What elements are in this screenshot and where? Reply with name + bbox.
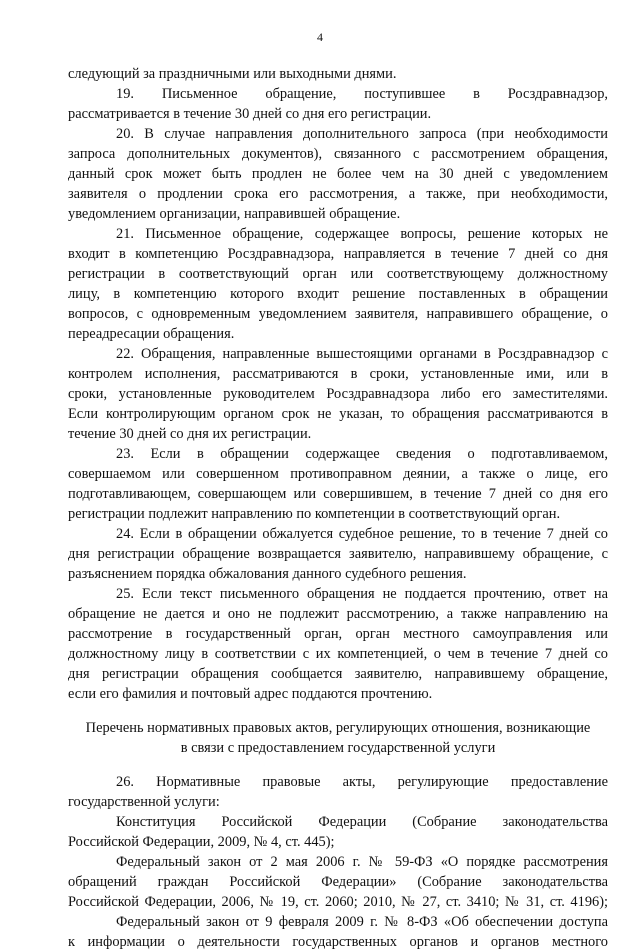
text-line: совершаемом или совершенном противоправном деянии, а также о лице, его [68,466,608,482]
text-line: Российской Федерации, 2009, № 4, ст. 445); [68,834,335,850]
text-line: разъяснением порядка обжалования данного судебного решения. [68,566,467,582]
document-body [68,64,608,952]
paragraph-26 [68,772,608,812]
text-line: 23. Если в обращении содержащее сведения о подготавливаемом, [116,446,608,462]
text-line: Российской Федерации, 2006, № 19, ст. 2060; 2010, № 27, ст. 3410; № 31, ст. 4196); [68,894,608,910]
text-line: 20. В случае направления дополнительного запроса (при необходимости [116,126,608,142]
text-line: дня регистрации обращения сообщается заявителю, направившему обращение, [68,666,608,682]
act-law-8fz [68,912,608,952]
text-line: регистрации в соответствующий орган или соответствующему должностному [68,266,608,282]
text-line: обращение не дается и оно не подлежит рассмотрению, а также направлению на [68,606,608,622]
text-line: 25. Если текст письменного обращения не поддается прочтению, ответ на [116,586,608,602]
text-line: 26. Нормативные правовые акты, регулирующие предоставление [116,774,608,790]
text-line: уведомлением организации, направившей обращение. [68,206,401,222]
text-line: переадресации обращения. [68,326,235,342]
paragraph-25 [68,584,608,704]
paragraph-18-tail [68,64,608,84]
text-line: вопросов, с одновременным уведомлением заявителя, направившего обращение, о [68,306,608,322]
text-line: рассмотрение в государственный орган, орган местного самоуправления или [68,626,608,642]
spacer [68,758,608,772]
text-line: 24. Если в обращении обжалуется судебное решение, то в течение 7 дней со [116,526,608,542]
paragraph-22 [68,344,608,444]
text-line: заявителя о продлении срока его рассмотрения, а также, при необходимости, [68,186,608,202]
paragraph-19 [68,84,608,124]
text-line: если его фамилия и почтовый адрес поддаются прочтению. [68,686,433,702]
text-line: Конституция Российской Федерации (Собрание законодательства [116,814,608,830]
text-line: входит в компетенцию Росздравнадзора, направляется в течение 7 дней со дня [68,246,608,262]
text-line: должностному лицу в соответствии с их компетенцией, о чем в течение 7 дней со [68,646,608,662]
text-line: сроки, установленные руководителем Росздравнадзора либо его заместителями. [68,386,608,402]
text-line: запроса дополнительных документов), связанного с рассмотрением обращения, [68,146,608,162]
heading-line: Перечень нормативных правовых актов, регулирующих отношения, возникающие [85,720,591,736]
act-law-59fz [68,852,608,912]
spacer [68,704,608,718]
text-line: 21. Письменное обращение, содержащее вопросы, решение которых не [116,226,608,242]
text-line: дня регистрации обращение возвращается заявителю, направившему обращение, с [68,546,608,562]
text-line: контролем исполнения, рассматриваются в сроки, установленные ими, или в [68,366,608,382]
text-line: течение 30 дней со дня их регистрации. [68,426,312,442]
text-line: следующий за праздничными или выходными днями. [68,66,397,82]
text-line: обращений граждан Российской Федерации» (Собрание законодательства [68,874,608,890]
section-heading [68,718,608,758]
text-line: лицу, в компетенцию которого входит решение поставленных в обращении [68,286,608,302]
text-line: государственной услуги: [68,794,220,810]
text-line: рассматривается в течение 30 дней со дня его регистрации. [68,106,432,122]
paragraph-23 [68,444,608,524]
paragraph-20 [68,124,608,224]
paragraph-24 [68,524,608,584]
text-line: 19. Письменное обращение, поступившее в Росздравнадзор, [116,86,608,102]
text-line: подготавливающем, совершающем или совершившем, в течение 7 дней со дня его [68,486,608,502]
text-line: 22. Обращения, направленные вышестоящими органами в Росздравнадзор с [116,346,608,362]
text-line: данный срок может быть продлен не более чем на 30 дней с уведомлением [68,166,608,182]
text-line: регистрации подлежит направлению по компетенции в соответствующий орган. [68,506,561,522]
paragraph-21 [68,224,608,344]
act-constitution [68,812,608,852]
page-number: 4 [317,30,323,44]
heading-line: в связи с предоставлением государственной услуги [180,740,496,756]
text-line: Федеральный закон от 2 мая 2006 г. № 59-ФЗ «О порядке рассмотрения [116,854,608,870]
text-line: Если контролирующим органом срок не указан, то обращения рассматриваются в [68,406,608,422]
text-line: к информации о деятельности государственных органов и органов местного [68,934,608,950]
text-line: Федеральный закон от 9 февраля 2009 г. № 8-ФЗ «Об обеспечении доступа [116,914,608,930]
